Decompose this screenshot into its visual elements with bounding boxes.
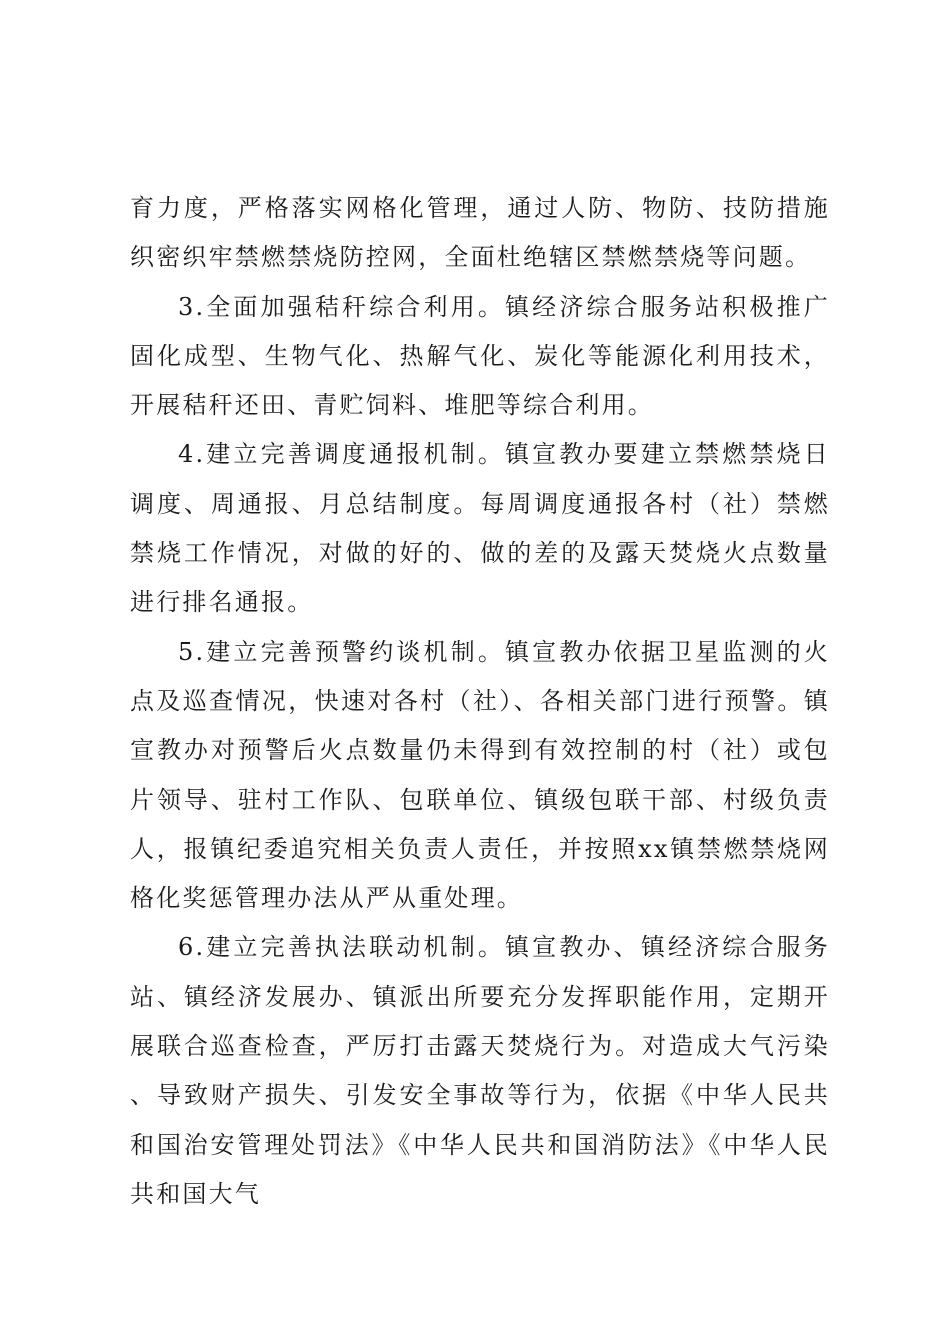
paragraph-straw-utilization: 3.全面加强秸秆综合利用。镇经济综合服务站积极推广固化成型、生物气化、热解气化、炭化等能源化利用技术，开展秸秆还田、青贮饲料、堆肥等综合利用。 xyxy=(130,292,830,420)
paragraph-dispatch-report: 4.建立完善调度通报机制。镇宣教办要建立禁燃禁烧日调度、周通报、月总结制度。每周调度通报各村（社）禁燃禁烧工作情况，对做的好的、做的差的及露天焚烧火点数量进行排名通报。 xyxy=(130,440,830,617)
paragraph-law-enforcement: 6.建立完善执法联动机制。镇宣教办、镇经济综合服务站、镇经济发展办、镇派出所要充分发挥职能作用，定期开展联合巡查检查，严厉打击露天焚烧行为。对造成大气污染、导致财产损失、引发安全事故等行为，依据《中华人民共和国治安管理处罚法》《中华人民共和国消防法》《中华人民共和国大气 xyxy=(130,933,830,1208)
document-body xyxy=(130,184,830,1219)
paragraph-warning-interview: 5.建立完善预警约谈机制。镇宣教办依据卫星监测的火点及巡查情况，快速对各村（社）、各相关部门进行预警。镇宣教办对预警后火点数量仍未得到有效控制的村（社）或包片领导、驻村工作队、包联单位、镇级包联干部、村级负责人，报镇纪委追究相关负责人责任，并按照xx镇禁燃禁烧网格化奖惩管理办法从严从重处理。 xyxy=(130,637,830,913)
paragraph-continuation: 育力度，严格落实网格化管理，通过人防、物防、技防措施织密织牢禁燃禁烧防控网，全面杜绝辖区禁燃禁烧等问题。 xyxy=(130,194,830,272)
